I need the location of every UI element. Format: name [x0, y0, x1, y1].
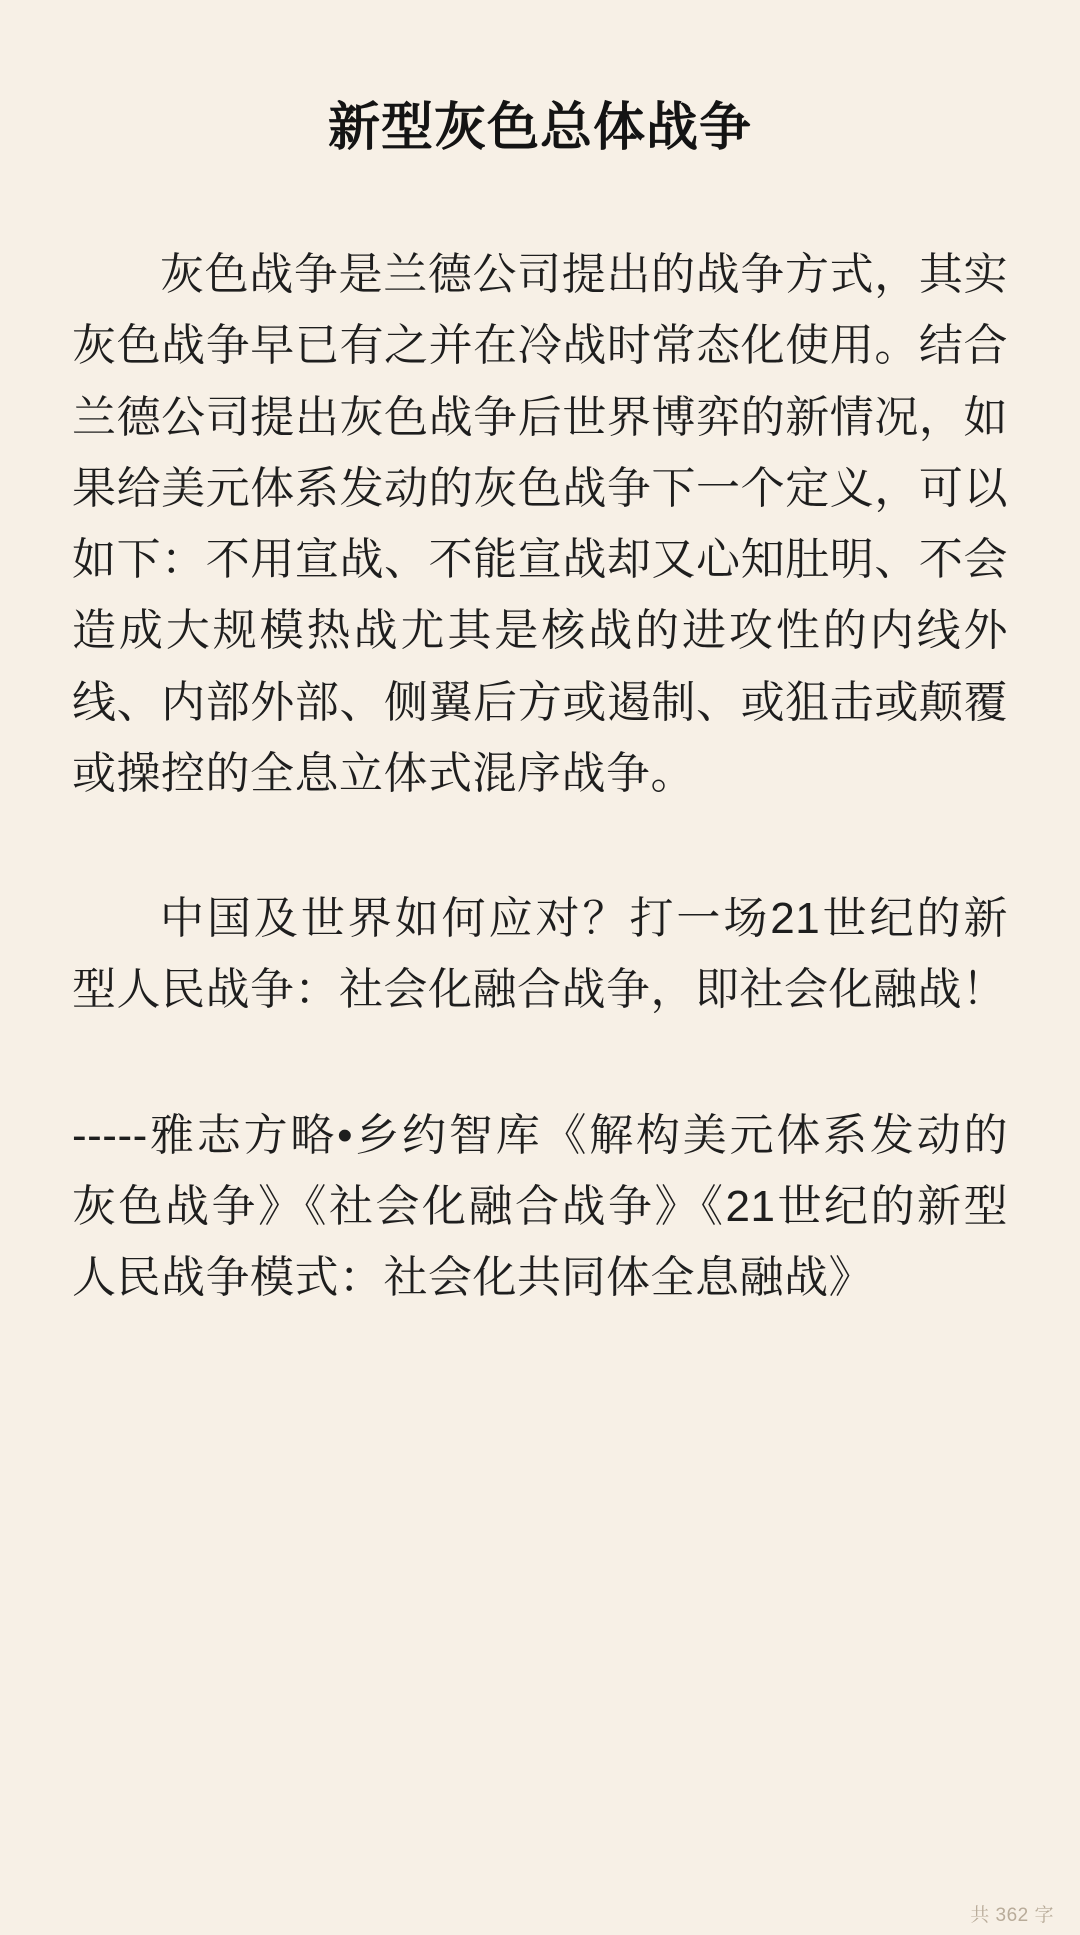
page-title: 新型灰色总体战争: [327, 99, 752, 157]
paragraph-1: 灰色战争是兰德公司提出的战争方式，其实灰色战争早已有之并在冷战时常态化使用。结合兰德公司提出灰色战争后世界博弈的新情况，如果给美元体系发动的灰色战争下一个定义，可以如下：不用宣战、不能宣战却又心知肚明、不会造成大规模热战尤其是核战的进攻性的内线外线、内部外部、侧翼后方或遏制、或狙击或颠覆或操控的全息立体式混序战争。: [72, 250, 1008, 798]
paragraph-spacer-1: [72, 855, 1008, 883]
word-count-watermark: 共 362 字: [970, 1905, 1054, 1926]
paragraph-spacer-2: [72, 1072, 1008, 1100]
paragraph-3-source-citation: -----雅志方略•乡约智库《解构美元体系发动的灰色战争》《社会化融合战争》《21世纪的新型人民战争模式：社会化共同体全息融战》: [72, 1110, 1008, 1303]
paragraph-2: 中国及世界如何应对？打一场21世纪的新型人民战争：社会化融合战争，即社会化融战！: [72, 894, 1008, 1015]
